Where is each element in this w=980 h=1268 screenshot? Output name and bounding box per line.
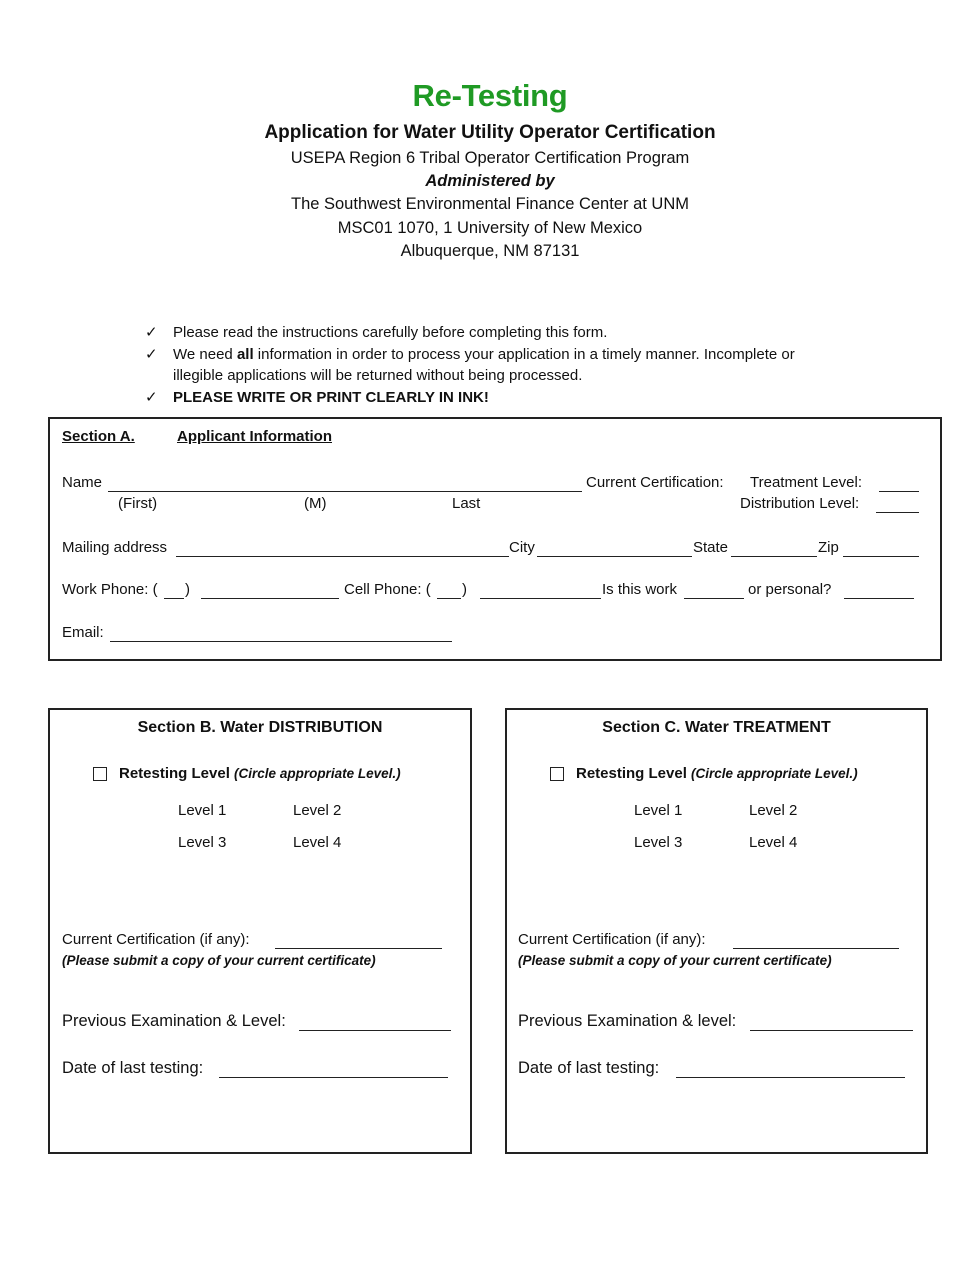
level-4-option[interactable]: Level 4	[293, 834, 342, 851]
name-label: Name	[62, 474, 103, 491]
cell-phone-label: Cell Phone: (	[344, 581, 431, 598]
submit-copy-note: (Please submit a copy of your current certificate)	[518, 953, 832, 968]
mailing-address-field[interactable]	[176, 556, 509, 557]
section-b-title: Section B. Water DISTRIBUTION	[137, 719, 383, 736]
work-phone-paren: )	[185, 581, 190, 598]
email-label: Email:	[62, 624, 104, 641]
zip-field[interactable]	[843, 556, 919, 557]
instruction-text: PLEASE WRITE OR PRINT CLEARLY IN INK!	[173, 388, 489, 406]
date-last-testing-label: Date of last testing:	[518, 1059, 660, 1077]
current-certification-label: Current Certification (if any):	[518, 931, 706, 948]
retesting-level-checkbox[interactable]	[93, 767, 107, 781]
instruction-text-pre: We need	[173, 345, 237, 363]
section-c-title: Section C. Water TREATMENT	[602, 719, 831, 736]
date-last-testing-label: Date of last testing:	[62, 1059, 204, 1077]
current-certification-field[interactable]	[733, 948, 899, 949]
name-middle-caption: (M)	[304, 495, 327, 512]
name-first-caption: (First)	[118, 495, 158, 512]
submit-copy-note: (Please submit a copy of your current certificate)	[62, 953, 376, 968]
retesting-level-label	[119, 765, 401, 782]
section-a-applicant-information	[48, 417, 942, 661]
instruction-text-line2: illegible applications will be returned without being processed.	[173, 367, 583, 384]
current-certification-field[interactable]	[275, 948, 442, 949]
instruction-text	[173, 344, 795, 387]
section-a-title: Applicant Information	[177, 428, 332, 445]
checkmark-icon: ✓	[145, 345, 158, 363]
previous-examination-field[interactable]	[299, 1030, 451, 1031]
cell-phone-field[interactable]	[480, 598, 601, 599]
or-personal-field[interactable]	[844, 598, 914, 599]
instruction-text-emphasis: all	[236, 345, 254, 363]
level-1-option[interactable]: Level 1	[178, 802, 227, 819]
retesting-level-hint: (Circle appropriate Level.)	[691, 766, 858, 781]
program-name: USEPA Region 6 Tribal Operator Certification Program	[290, 149, 690, 167]
level-3-option[interactable]: Level 3	[178, 834, 227, 851]
mailing-address-label: Mailing address	[62, 539, 168, 556]
work-phone-area-code-field[interactable]	[164, 598, 184, 599]
zip-label: Zip	[818, 539, 839, 556]
instruction-item	[145, 344, 885, 387]
instruction-text-post: information in order to process your application in a timely manner. Incomplete or	[253, 345, 795, 363]
level-4-option[interactable]: Level 4	[749, 834, 798, 851]
instructions-list	[145, 322, 885, 408]
cell-phone-area-code-field[interactable]	[437, 598, 461, 599]
date-last-testing-field[interactable]	[676, 1077, 905, 1078]
distribution-level-field[interactable]	[876, 512, 919, 513]
name-last-caption: Last	[452, 495, 481, 512]
cell-phone-paren: )	[462, 581, 467, 598]
is-work-field[interactable]	[684, 598, 744, 599]
section-b-water-distribution	[48, 708, 472, 1154]
instruction-text: Please read the instructions carefully before completing this form.	[173, 324, 608, 341]
previous-examination-label: Previous Examination & level:	[518, 1012, 737, 1030]
form-subtitle: Application for Water Utility Operator Certification	[264, 122, 716, 143]
organization-name: The Southwest Environmental Finance Center at UNM	[290, 195, 689, 213]
retesting-level-text: Retesting Level	[576, 765, 687, 782]
section-a-label: Section A.	[62, 428, 135, 445]
level-2-option[interactable]: Level 2	[749, 802, 798, 819]
treatment-level-label: Treatment Level:	[750, 474, 862, 491]
city-field[interactable]	[537, 556, 692, 557]
previous-examination-field[interactable]	[750, 1030, 913, 1031]
level-3-option[interactable]: Level 3	[634, 834, 683, 851]
instruction-item	[145, 322, 885, 344]
level-2-option[interactable]: Level 2	[293, 802, 342, 819]
city-label: City	[509, 539, 535, 556]
form-title: Re-Testing	[412, 78, 568, 113]
address-line-1: MSC01 1070, 1 University of New Mexico	[337, 219, 643, 237]
state-label: State	[693, 539, 729, 556]
distribution-level-label: Distribution Level:	[740, 495, 860, 512]
work-phone-label: Work Phone: (	[62, 581, 158, 598]
retesting-level-hint: (Circle appropriate Level.)	[234, 766, 401, 781]
level-1-option[interactable]: Level 1	[634, 802, 683, 819]
section-c-water-treatment	[505, 708, 928, 1154]
retesting-level-checkbox[interactable]	[550, 767, 564, 781]
is-work-label: Is this work	[602, 581, 678, 598]
state-field[interactable]	[731, 556, 817, 557]
current-certification-label: Current Certification (if any):	[62, 931, 250, 948]
retesting-level-label	[576, 765, 858, 782]
email-field[interactable]	[110, 641, 452, 642]
name-field[interactable]	[108, 491, 582, 492]
address-line-2: Albuquerque, NM 87131	[400, 242, 580, 260]
previous-examination-label: Previous Examination & Level:	[62, 1012, 286, 1030]
treatment-level-field[interactable]	[879, 491, 919, 492]
date-last-testing-field[interactable]	[219, 1077, 448, 1078]
retesting-level-text: Retesting Level	[119, 765, 230, 782]
current-certification-label: Current Certification:	[586, 474, 724, 491]
work-phone-field[interactable]	[201, 598, 339, 599]
instruction-item	[145, 387, 885, 409]
checkmark-icon: ✓	[145, 388, 158, 406]
administered-by: Administered by	[425, 172, 555, 190]
or-personal-label: or personal?	[748, 581, 832, 598]
checkmark-icon: ✓	[145, 324, 158, 341]
